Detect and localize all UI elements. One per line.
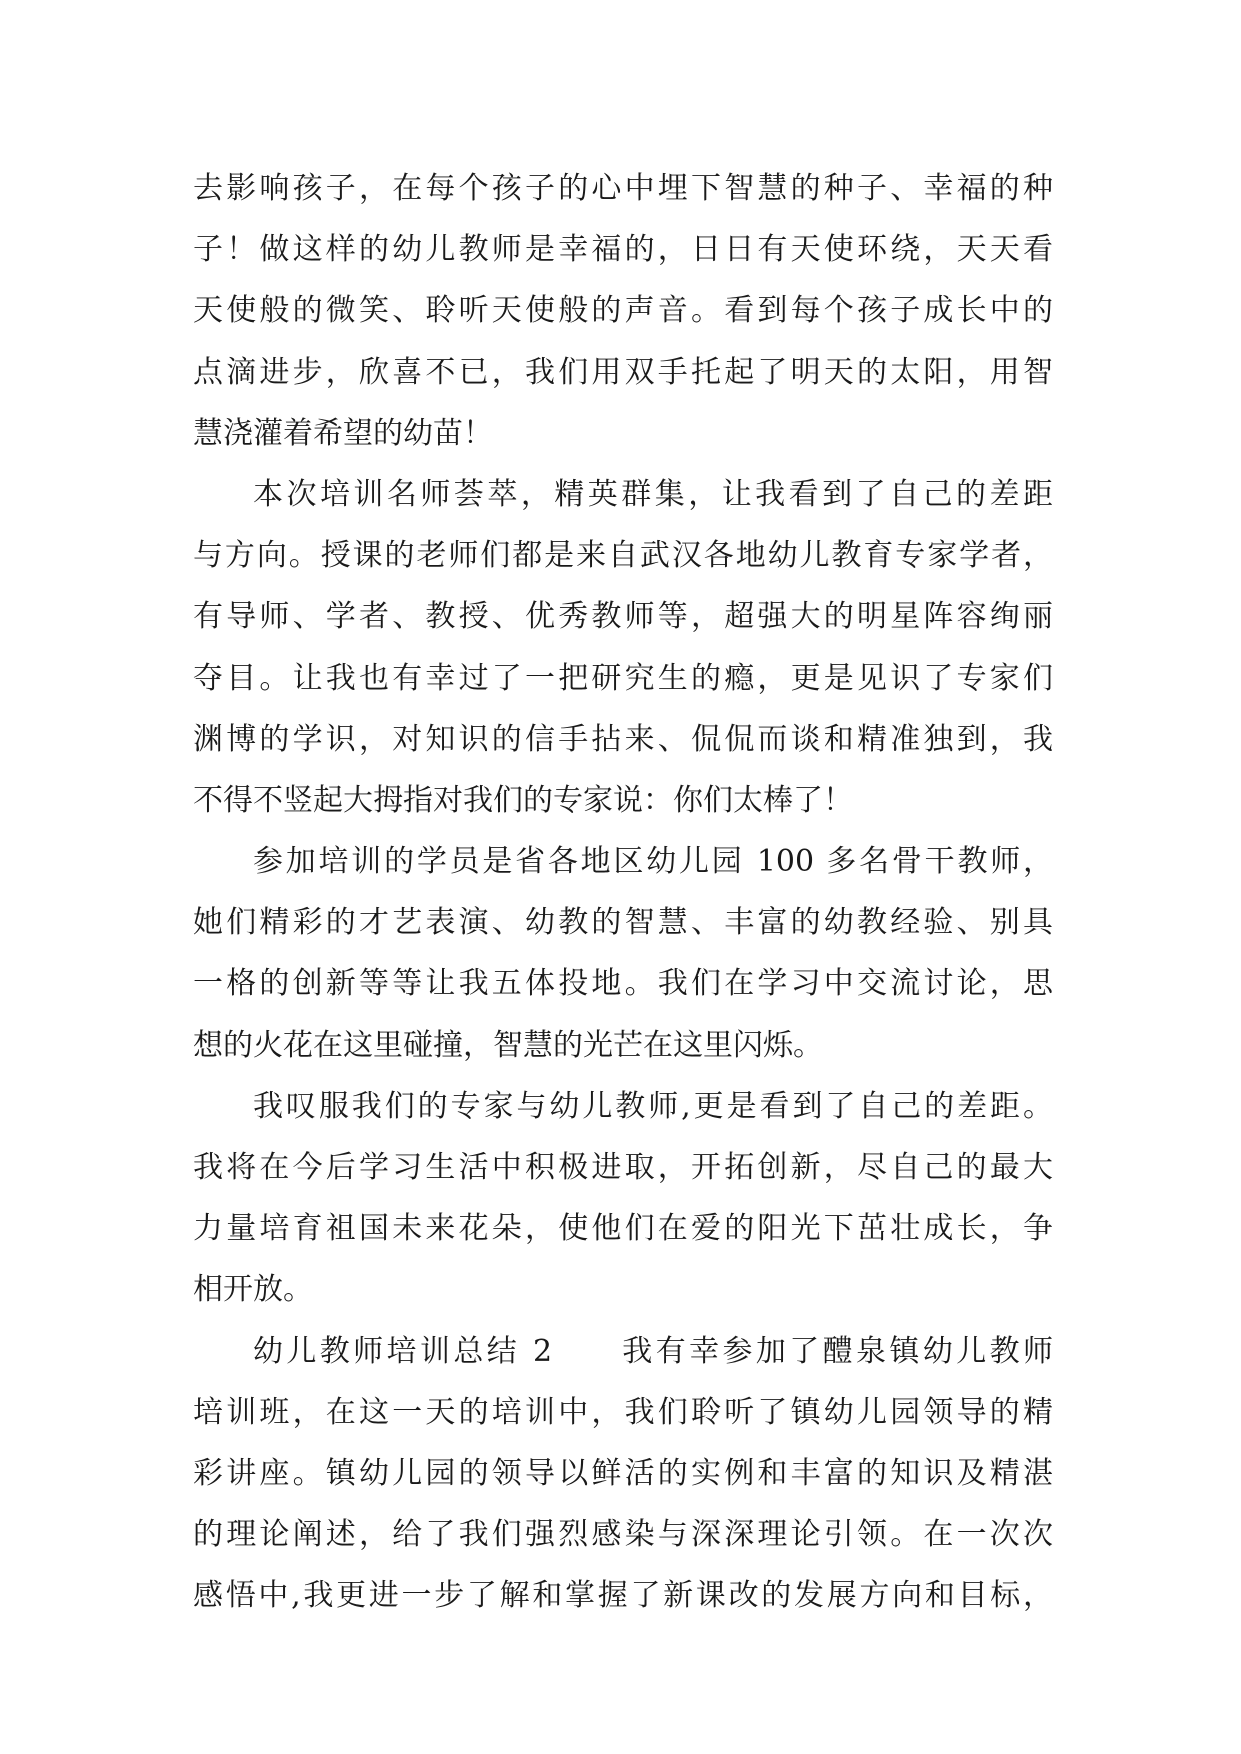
text-line: 渊博的学识，对知识的信手拈来、侃侃而谈和精准独到，我 — [193, 721, 1053, 757]
text-line: 天使般的微笑、聆听天使般的声音。看到每个孩子成长中的 — [193, 293, 1053, 329]
text-line: 有导师、学者、教授、优秀教师等，超强大的明星阵容绚丽 — [193, 599, 1053, 635]
text-line: 我将在今后学习生活中积极进取，开拓创新，尽自己的最大 — [193, 1150, 1053, 1185]
text-line: 一格的创新等等让我五体投地。我们在学习中交流讨论，思 — [193, 966, 1053, 1002]
text-line: 她们精彩的才艺表演、幼教的智慧、丰富的幼教经验、别具 — [193, 905, 1053, 941]
text-line: 幼儿教师培训总结 2 我有幸参加了醴泉镇幼儿教师 — [253, 1333, 1053, 1369]
text-line: 培训班，在这一天的培训中，我们聆听了镇幼儿园领导的精 — [193, 1394, 1053, 1430]
text-line: 慧浇灌着希望的幼苗！ — [193, 415, 493, 451]
text-line: 子！做这样的幼儿教师是幸福的，日日有天使环绕，天天看 — [193, 232, 1053, 268]
text-line: 夺目。让我也有幸过了一把研究生的瘾，更是见识了专家们 — [193, 660, 1053, 696]
text-line: 力量培育祖国未来花朵，使他们在爱的阳光下茁壮成长，争 — [193, 1211, 1053, 1247]
text-line: 去影响孩子，在每个孩子的心中埋下智慧的种子、幸福的种 — [193, 171, 1053, 206]
text-line: 想的火花在这里碰撞，智慧的光芒在这里闪烁。 — [193, 1027, 823, 1063]
text-line: 点滴进步，欣喜不已，我们用双手托起了明天的太阳，用智 — [193, 354, 1053, 390]
text-line: 与方向。授课的老师们都是来自武汉各地幼儿教育专家学者， — [193, 538, 1053, 574]
body-text — [193, 158, 1053, 1627]
text-line: 的理论阐述，给了我们强烈感染与深深理论引领。在一次次 — [193, 1517, 1053, 1553]
text-line: 本次培训名师荟萃，精英群集，让我看到了自己的差距 — [253, 476, 1053, 512]
text-line: 我叹服我们的专家与幼儿教师,更是看到了自己的差距。 — [253, 1088, 1053, 1124]
text-line: 感悟中,我更进一步了解和掌握了新课改的发展方向和目标， — [193, 1578, 1053, 1614]
text-line: 参加培训的学员是省各地区幼儿园 100 多名骨干教师， — [253, 844, 1053, 880]
text-line: 彩讲座。镇幼儿园的领导以鲜活的实例和丰富的知识及精湛 — [193, 1455, 1053, 1491]
text-line: 不得不竖起大拇指对我们的专家说：你们太棒了！ — [193, 782, 853, 818]
text-line: 相开放。 — [193, 1272, 313, 1308]
